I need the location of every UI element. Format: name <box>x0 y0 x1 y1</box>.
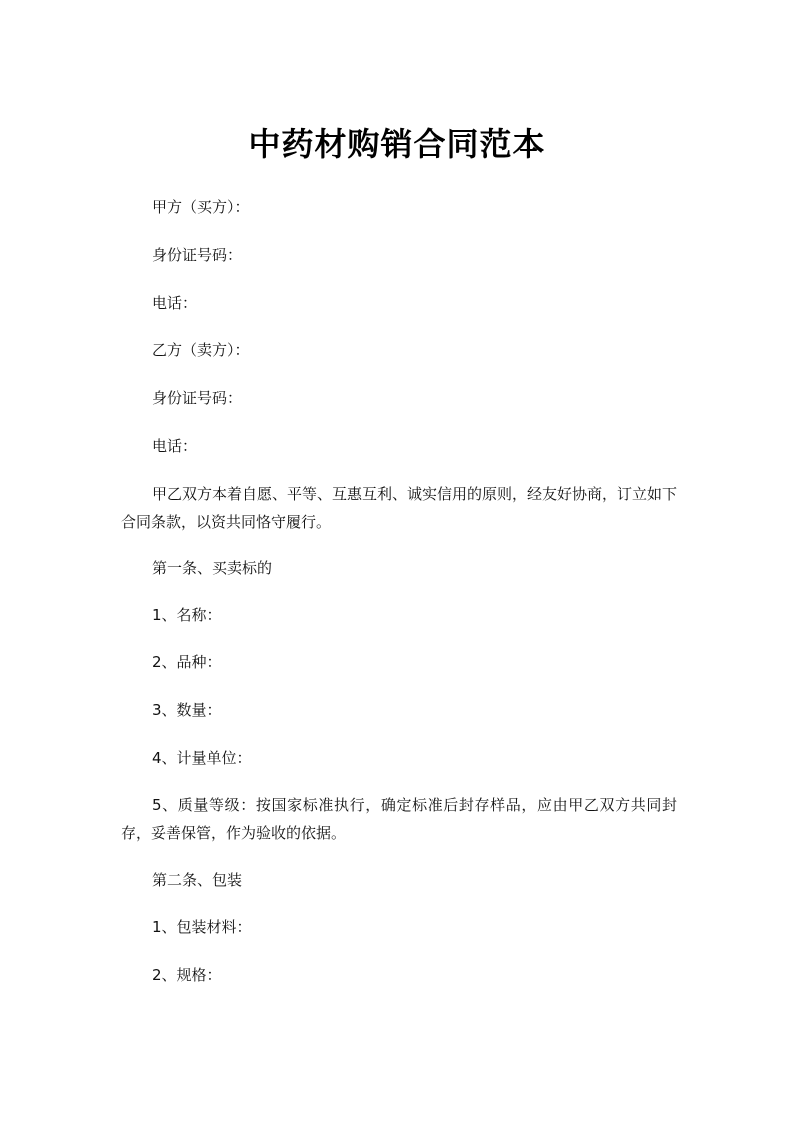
party-a-phone-label: 电话： <box>152 294 198 312</box>
article-1-item-quantity: 3、数量： <box>152 701 222 719</box>
party-b-id-label: 身份证号码： <box>152 389 243 407</box>
party-a-id-label: 身份证号码： <box>152 246 243 264</box>
article-1-item-name: 1、名称： <box>152 606 222 624</box>
article-2-item-material: 1、包装材料： <box>152 918 252 936</box>
party-a-label: 甲方（买方）： <box>152 198 250 216</box>
article-2-heading: 第二条、包装 <box>152 871 243 889</box>
party-b-phone-label: 电话： <box>152 437 198 455</box>
article-2-item-spec: 2、规格： <box>152 966 222 984</box>
article-1-heading: 第一条、买卖标的 <box>152 559 273 577</box>
document-title: 中药材购销合同范本 <box>248 125 546 163</box>
preamble-paragraph: 甲乙双方本着自愿、平等、互惠互利、诚实信用的原则，经友好协商，订立如下合同条款，以资共同恪守履行。 <box>121 485 678 531</box>
article-1-item-variety: 2、品种： <box>152 653 222 671</box>
article-1-item-unit: 4、计量单位： <box>152 749 252 767</box>
article-1-item-quality: 5、质量等级：按国家标准执行，确定标准后封存样品，应由甲乙双方共同封存，妥善保管，作为验收的依据。 <box>121 796 677 842</box>
party-b-label: 乙方（卖方）： <box>152 341 250 359</box>
